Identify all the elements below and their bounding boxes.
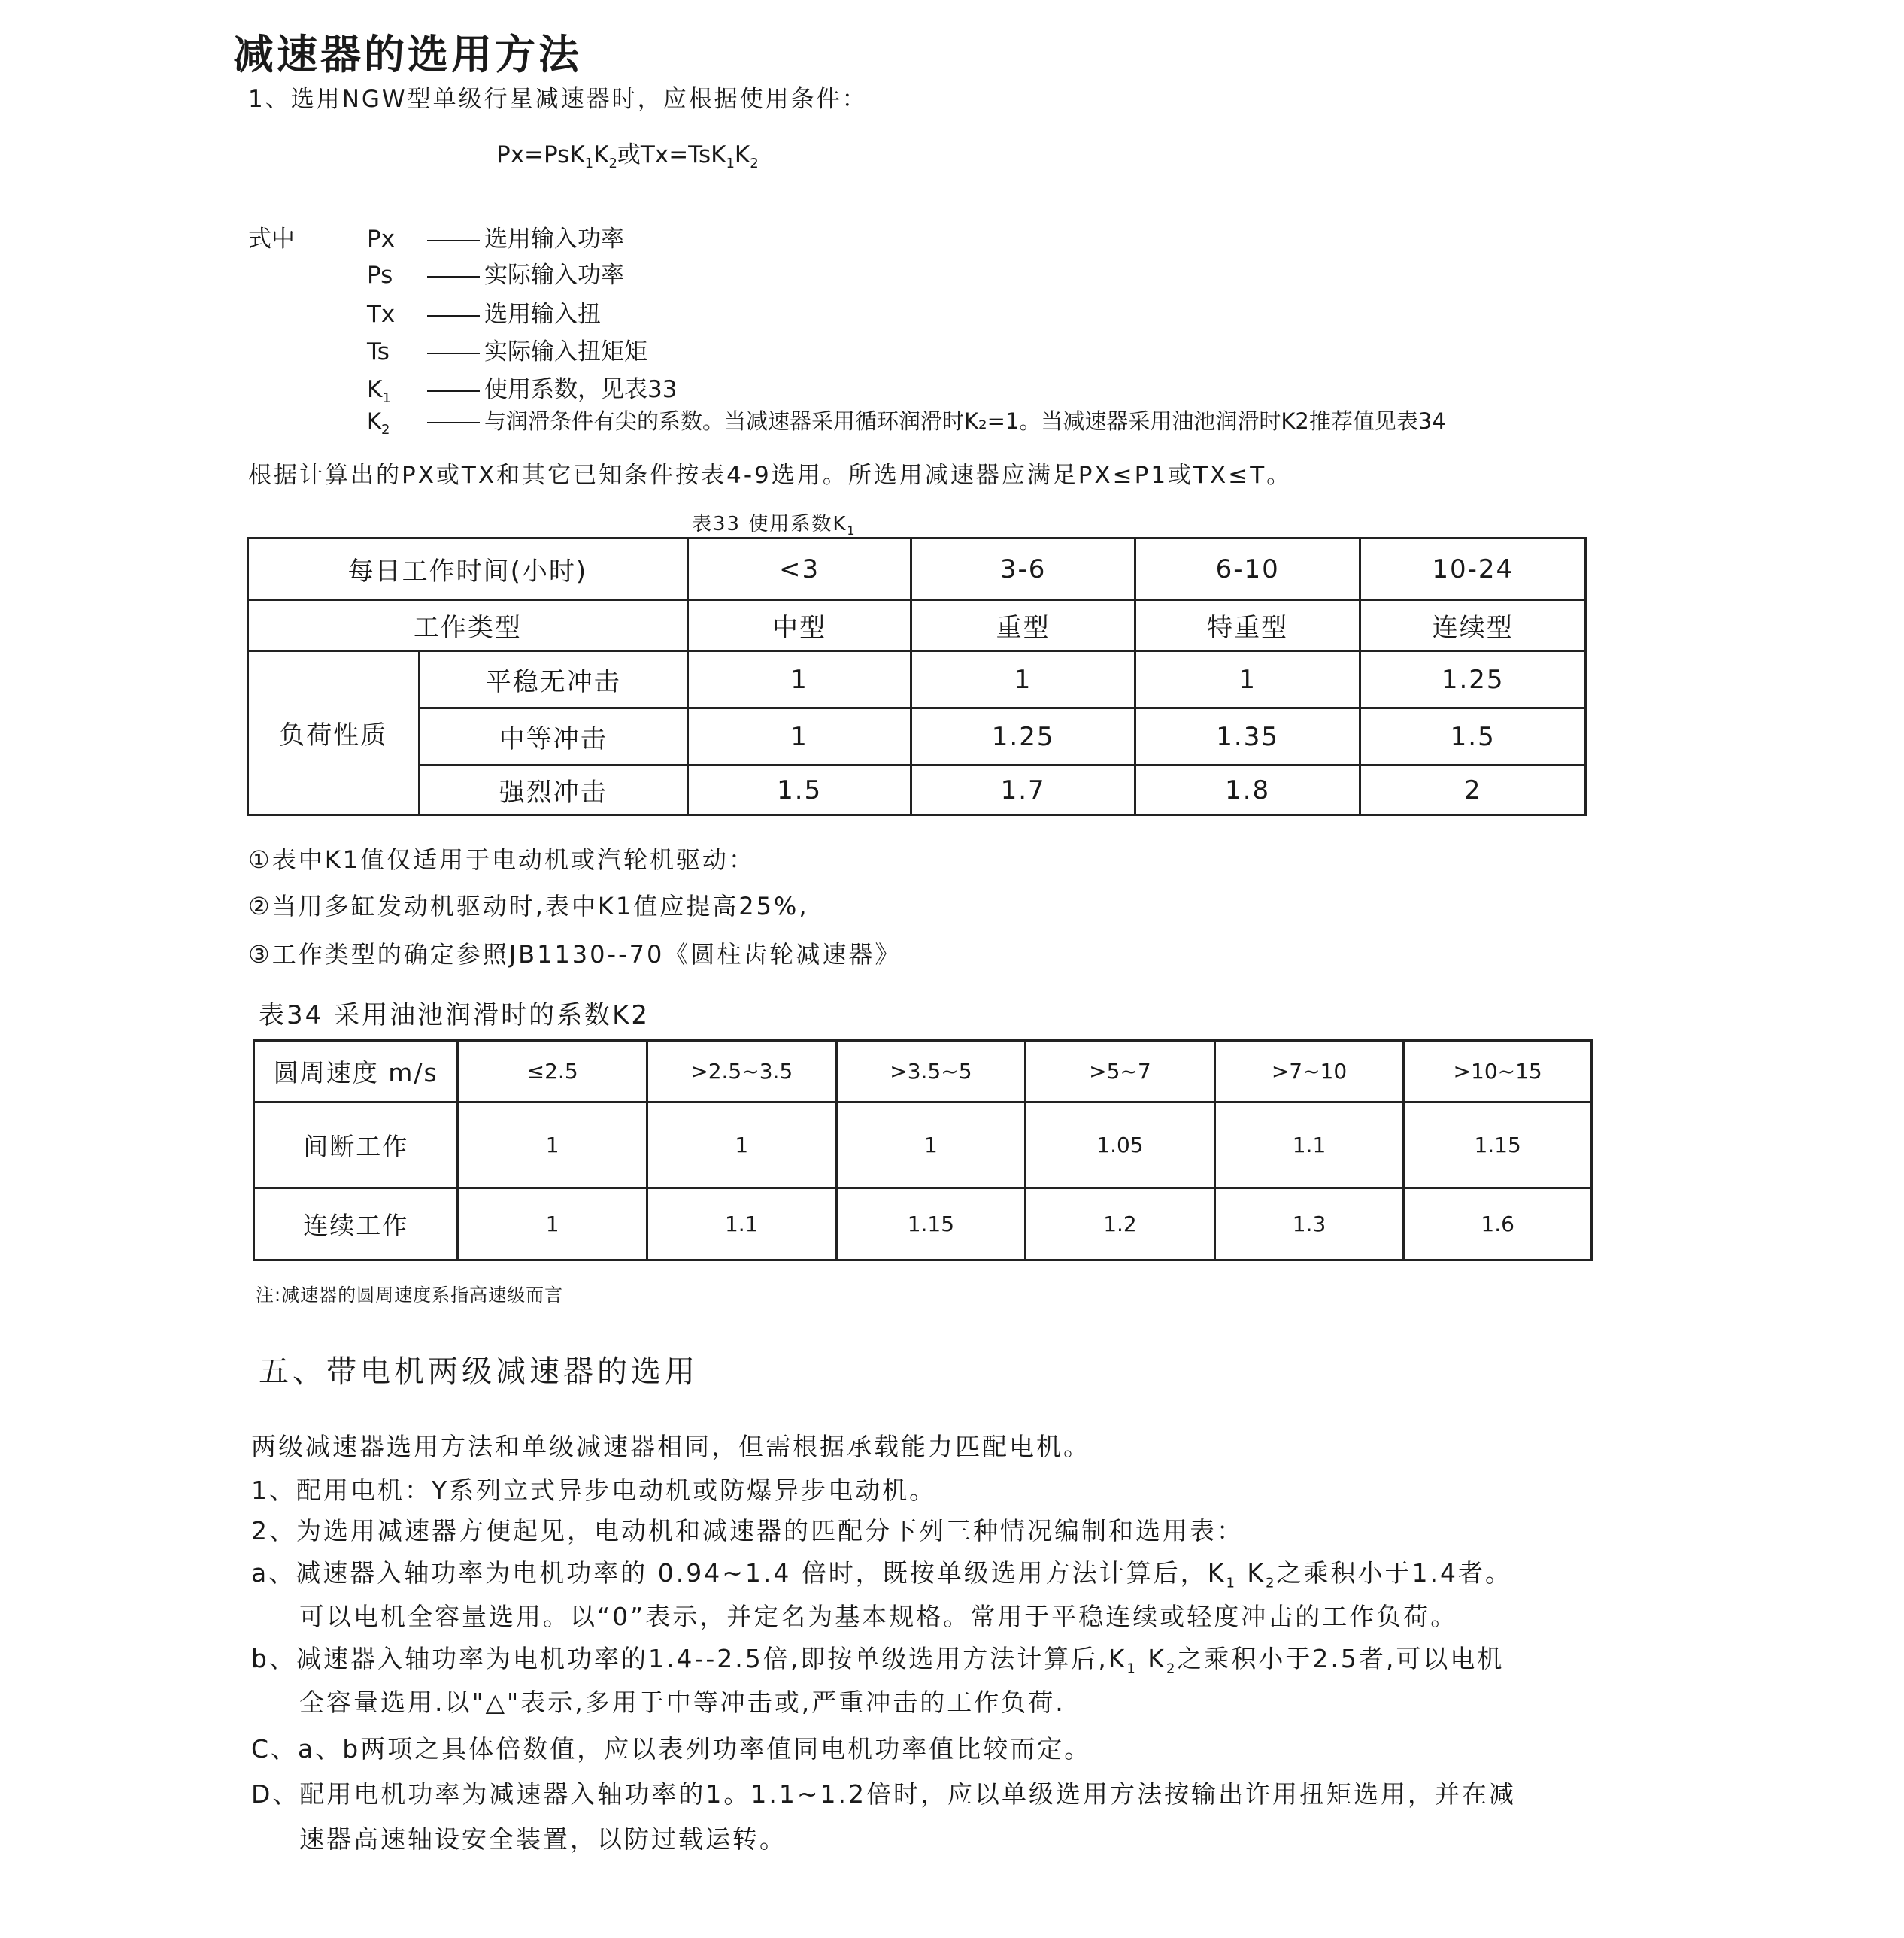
section5-paragraph: 1、配用电机：Y系列立式异步电动机或防爆异步电动机。 [251,1475,937,1505]
table-cell: 1 [911,651,1135,708]
selection-formula: $Px=PsK_1K_2$或$Tx=TsK_1K_2$ [496,141,759,172]
table-row-label: 连续工作 [254,1188,458,1260]
section5-heading: 五、带电机两级减速器的选用 [259,1354,699,1389]
table-row [248,651,1586,708]
table-row [248,538,1586,600]
section1-intro: 1、选用NGW型单级行星减速器时，应根据使用条件： [248,86,868,113]
table33-note: ③工作类型的确定参照JB1130--70《圆柱齿轮减速器》 [248,940,902,969]
table-header-cell: <3 [687,538,911,600]
page-title: 减速器的选用方法 [233,31,582,78]
table-cell: 1 [687,651,911,708]
table-cell: 1.8 [1135,766,1360,815]
table-cell: 1.3 [1214,1188,1404,1260]
table-cell: 连续型 [1360,600,1586,651]
table33-service-factor [247,537,1587,816]
table34-footnote: 注:减速器的圆周速度系指高速级而言 [256,1284,564,1306]
table-row [254,1188,1592,1260]
table-cell: 1.25 [911,708,1135,766]
table-row [248,766,1586,815]
section5-paragraph: 全容量选用.以"△"表示,多用于中等冲击或,严重冲击的工作负荷. [299,1688,1066,1717]
definition-item: $K_2$ 与润滑条件有尖的系数。当减速器采用循环润滑时K₂=1。当减速器采用油池润滑时K2推荐值见表34 [367,408,1446,438]
table-header-cell: >7~10 [1214,1041,1404,1102]
table-cell: 1 [458,1188,647,1260]
table-row [248,600,1586,651]
calculation-note: 根据计算出的PX或TX和其它已知条件按表4-9选用。所选用减速器应满足PX≤P1或TX≤T。 [248,462,1293,489]
table-cell: 1.5 [687,766,911,815]
table-cell: 1.1 [1214,1102,1404,1188]
table-header-cell: 10-24 [1360,538,1586,600]
table-cell: 重型 [911,600,1135,651]
table-cell: 1.5 [1360,708,1586,766]
table-cell: 1 [687,708,911,766]
definition-item: Ps 实际输入功率 [367,262,624,289]
table-row-label: 强烈冲击 [419,766,687,815]
table-cell: 1.35 [1135,708,1360,766]
table33-caption: 表33 使用系数$K_1$ [692,513,856,538]
where-label: 式中 [248,226,295,253]
section5-paragraph: C、a、b两项之具体倍数值，应以表列功率值同电机功率值比较而定。 [251,1734,1092,1764]
table-row [248,708,1586,766]
table-row-label: 平稳无冲击 [419,651,687,708]
table34-lubrication-factor [253,1039,1593,1261]
table-header-cell: >5~7 [1026,1041,1215,1102]
table-cell: 1.6 [1404,1188,1592,1260]
table33-note: ①表中K1值仅适用于电动机或汽轮机驱动： [248,845,756,874]
table-row-label: 间断工作 [254,1102,458,1188]
section5-paragraph: a、减速器入轴功率为电机功率的 0.94~1.4 倍时，既按单级选用方法计算后，$K_1$ $K_2$之乘积小于1.4者。 [251,1558,1512,1591]
table-cell: 1 [1135,651,1360,708]
table-cell: 1 [647,1102,836,1188]
table-cell: 特重型 [1135,600,1360,651]
definition-item: Tx 选用输入扭 [367,301,601,328]
table-cell: 1 [836,1102,1026,1188]
table-cell: 1.05 [1026,1102,1215,1188]
table-header-cell: >3.5~5 [836,1041,1026,1102]
table-header-cell: 3-6 [911,538,1135,600]
section5-paragraph: 速器高速轴设安全装置，以防过载运转。 [299,1824,787,1854]
table33-note: ②当用多缸发动机驱动时,表中K1值应提高25%, [248,892,809,920]
table-cell: 1.2 [1026,1188,1215,1260]
table-cell: 1 [458,1102,647,1188]
table-header-cell: 工作类型 [248,600,688,651]
table-cell: 中型 [687,600,911,651]
table-header-cell: >10~15 [1404,1041,1592,1102]
definition-item: Px 选用输入功率 [367,226,624,253]
section5-paragraph: D、配用电机功率为减速器入轴功率的1。1.1~1.2倍时，应以单级选用方法按输出许用扭矩选用，并在减 [251,1779,1517,1809]
table-header-cell: ≤2.5 [458,1041,647,1102]
table-header-cell: 每日工作时间(小时) [248,538,688,600]
table-row [254,1041,1592,1102]
section5-paragraph: 可以电机全容量选用。以“0”表示，并定名为基本规格。常用于平稳连续或轻度冲击的工作负荷。 [299,1602,1458,1631]
section5-paragraph: b、减速器入轴功率为电机功率的1.4--2.5倍,即按单级选用方法计算后$,K_1$ $K_2$之乘积小于2.5者,可以电机 [251,1644,1505,1677]
table-cell: 1.25 [1360,651,1586,708]
table-row [254,1102,1592,1188]
table-row-label: 中等冲击 [419,708,687,766]
table-cell: 1.7 [911,766,1135,815]
definition-item: Ts 实际输入扭矩矩 [367,338,647,365]
section5-paragraph: 两级减速器选用方法和单级减速器相同，但需根据承载能力匹配电机。 [251,1432,1090,1461]
table-header-cell: 6-10 [1135,538,1360,600]
table-cell: 2 [1360,766,1586,815]
table-cell: 1.15 [1404,1102,1592,1188]
table-header-cell: >2.5~3.5 [647,1041,836,1102]
section5-paragraph: 2、为选用减速器方便起见，电动机和减速器的匹配分下列三种情况编制和选用表： [251,1516,1244,1545]
table34-caption: 表34 采用油池润滑时的系数K2 [259,1000,650,1030]
table-header-cell: 负荷性质 [248,651,420,815]
table-header-cell: 圆周速度 m/s [254,1041,458,1102]
definition-item: $K_1$ 使用系数，见表33 [367,376,678,407]
table-cell: 1.1 [647,1188,836,1260]
table-cell: 1.15 [836,1188,1026,1260]
